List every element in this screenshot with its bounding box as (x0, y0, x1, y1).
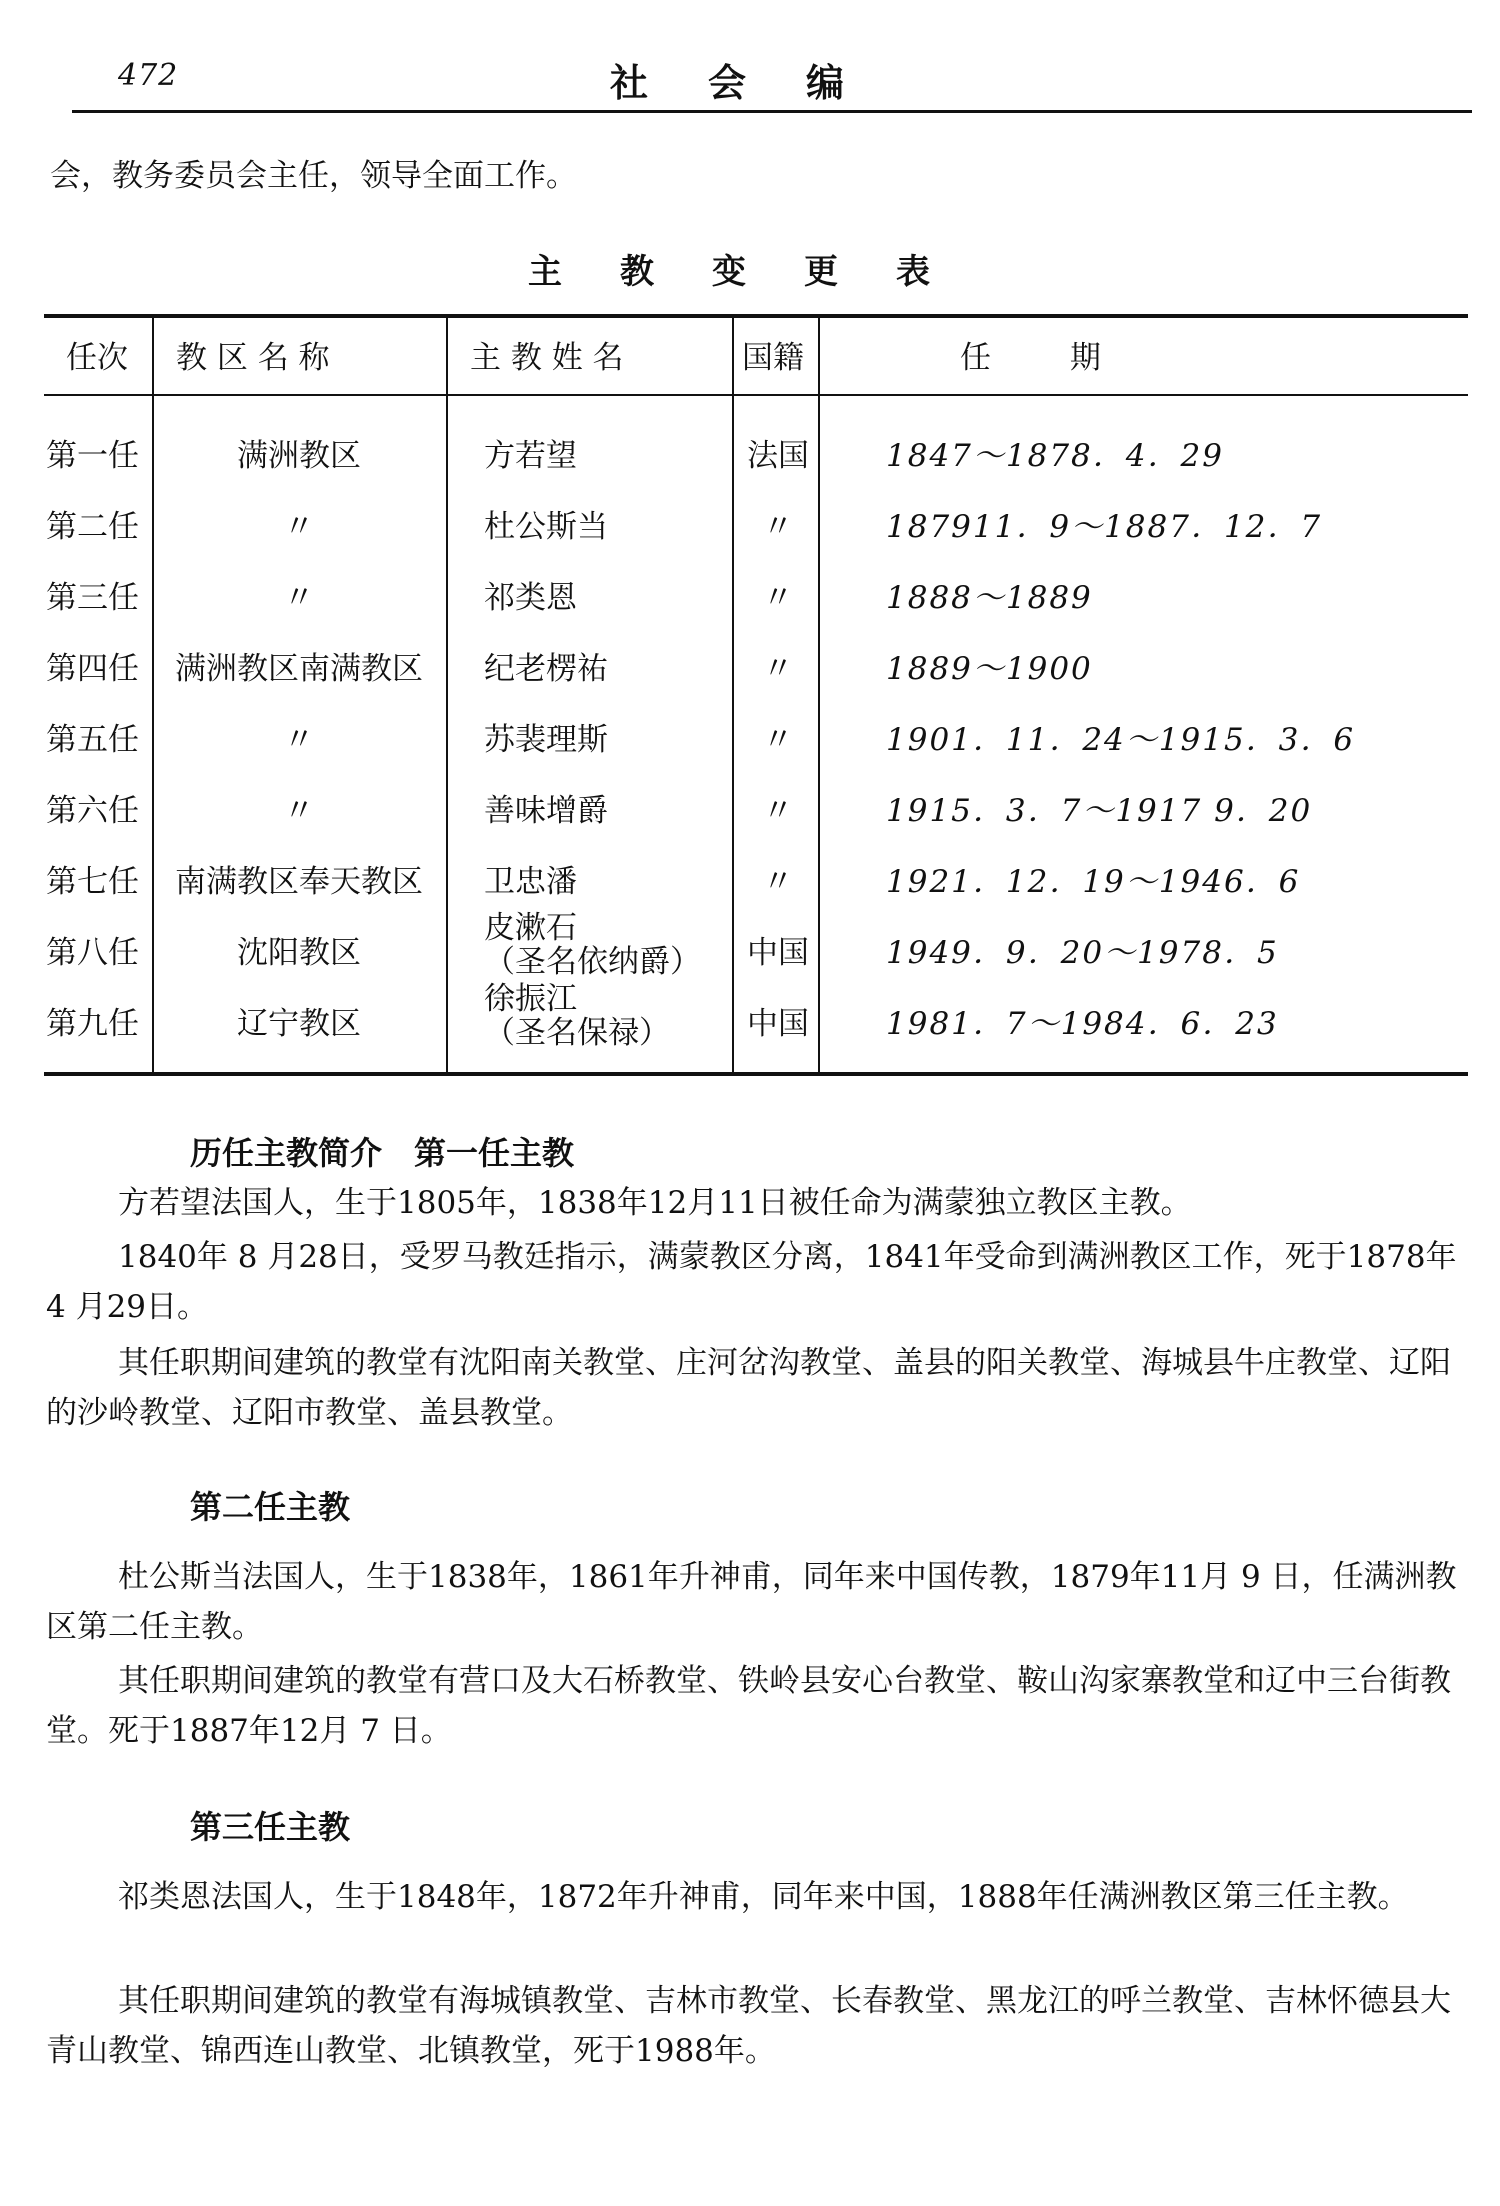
cell-diocese: 〃 (283, 509, 315, 545)
cell-term: 1847～1878．4．29 (886, 438, 1224, 474)
cell-nationality: 法国 (747, 438, 809, 474)
cell-order: 第六任 (46, 793, 139, 829)
bishop-name: 皮漱石 (484, 910, 577, 946)
paragraph: 其任职期间建筑的教堂有沈阳南关教堂、庄河岔沟教堂、盖县的阳关教堂、海城县牛庄教堂、辽阳的沙岭教堂、辽阳市教堂、盖县教堂。 (46, 1345, 1451, 1431)
cell-diocese: 〃 (283, 580, 315, 616)
table-header-rule (44, 394, 1468, 396)
cell-diocese: 南满教区奉天教区 (175, 864, 423, 900)
cell-order: 第七任 (46, 864, 139, 900)
cell-nationality: 〃 (762, 864, 794, 900)
section-heading: 第三任主教 (190, 1808, 351, 1846)
cell-bishop: 卫忠潘 (484, 864, 577, 900)
intro-line: 会，教务委员会主任，领导全面工作。 (50, 158, 577, 194)
cell-nationality: 中国 (747, 1006, 809, 1042)
cell-bishop: 苏裴理斯 (484, 722, 608, 758)
paragraph: 祁类恩法国人，生于1848年，1872年升神甫，同年来中国，1888年任满洲教区第三任主教。 (118, 1879, 1409, 1915)
cell-nationality: 〃 (762, 651, 794, 687)
section-heading: 第二任主教 (190, 1488, 351, 1526)
table-row (0, 572, 1500, 644)
cell-bishop (484, 911, 701, 979)
paragraph: 杜公斯当法国人，生于1838年，1861年升神甫，同年来中国传教，1879年11月 9 日，任满洲教区第二任主教。 (46, 1559, 1457, 1645)
cell-nationality: 〃 (762, 580, 794, 616)
cell-diocese: 满洲教区南满教区 (175, 651, 423, 687)
paragraph: 1840年 8 月28日，受罗马教廷指示，满蒙教区分离，1841年受命到满洲教区工作，死于1878年 4 月29日。 (46, 1239, 1457, 1325)
cell-order: 第一任 (46, 438, 139, 474)
table-row (0, 981, 1500, 1070)
cell-term: 1889～1900 (886, 651, 1093, 687)
table-row (0, 430, 1500, 502)
cell-diocese: 〃 (283, 793, 315, 829)
cell-nationality: 〃 (762, 722, 794, 758)
cell-order: 第二任 (46, 509, 139, 545)
column-header-bishop: 主 教 姓 名 (470, 340, 624, 376)
column-header-diocese: 教 区 名 称 (176, 340, 330, 376)
section-heading: 历任主教简介 第一任主教 (190, 1134, 575, 1172)
table-row (0, 501, 1500, 573)
header-rule (72, 110, 1472, 113)
cell-order: 第四任 (46, 651, 139, 687)
table-row (0, 714, 1500, 786)
cell-term: 1921．12．19～1946．6 (886, 864, 1301, 900)
cell-bishop: 杜公斯当 (484, 509, 608, 545)
table-row (0, 856, 1500, 928)
table-title: 主教变更表 (528, 252, 988, 292)
cell-diocese: 辽宁教区 (237, 1006, 361, 1042)
bishop-saint-name: （圣名依纳爵） (484, 944, 701, 980)
column-header-order: 任次 (66, 340, 128, 376)
cell-order: 第九任 (46, 1006, 139, 1042)
page-header (0, 40, 1500, 120)
table-top-rule (44, 314, 1468, 318)
cell-term: 1949．9．20～1978．5 (886, 935, 1279, 971)
paragraph: 方若望法国人，生于1805年，1838年12月11日被任命为满蒙独立教区主教。 (118, 1185, 1192, 1221)
cell-order: 第三任 (46, 580, 139, 616)
cell-diocese: 〃 (283, 722, 315, 758)
cell-bishop: 方若望 (484, 438, 577, 474)
table-row (0, 643, 1500, 715)
cell-order: 第八任 (46, 935, 139, 971)
cell-term: 1901．11．24～1915．3．6 (886, 722, 1356, 758)
paragraph: 其任职期间建筑的教堂有海城镇教堂、吉林市教堂、长春教堂、黑龙江的呼兰教堂、吉林怀德县大青山教堂、锦西连山教堂、北镇教堂，死于1988年。 (46, 1983, 1451, 2069)
cell-diocese: 沈阳教区 (237, 935, 361, 971)
section-title: 社会编 (610, 60, 905, 105)
table-bottom-rule (44, 1072, 1468, 1076)
table-row (0, 785, 1500, 857)
paragraph: 其任职期间建筑的教堂有营口及大石桥教堂、铁岭县安心台教堂、鞍山沟家寨教堂和辽中三台街教堂。死于1887年12月 7 日。 (46, 1663, 1451, 1749)
bishop-name: 徐振江 (484, 981, 577, 1017)
cell-bishop: 善味增爵 (484, 793, 608, 829)
bishop-saint-name: （圣名保禄） (484, 1015, 670, 1051)
cell-nationality: 中国 (747, 935, 809, 971)
column-header-term: 任 期 (960, 340, 1101, 376)
cell-nationality: 〃 (762, 793, 794, 829)
cell-diocese: 满洲教区 (237, 438, 361, 474)
table-row (0, 910, 1500, 999)
cell-term: 1981．7～1984．6．23 (886, 1006, 1279, 1042)
cell-term: 187911．9～1887．12．7 (886, 509, 1323, 545)
cell-nationality: 〃 (762, 509, 794, 545)
cell-bishop: 纪老楞祐 (484, 651, 608, 687)
cell-term: 1888～1889 (886, 580, 1093, 616)
cell-bishop: 祁类恩 (484, 580, 577, 616)
cell-order: 第五任 (46, 722, 139, 758)
cell-term: 1915．3．7～1917 9．20 (886, 793, 1313, 829)
cell-bishop (484, 982, 670, 1050)
column-header-nationality: 国籍 (742, 340, 804, 376)
page-number: 472 (118, 58, 179, 93)
